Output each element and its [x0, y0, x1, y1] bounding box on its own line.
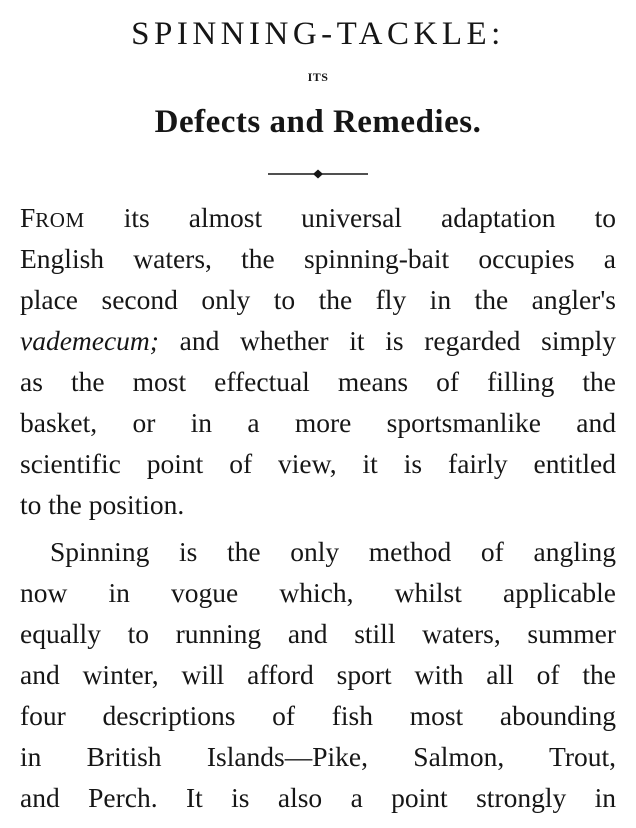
chapter-connector: ITS [307, 70, 329, 84]
line-text: and whether it is regarded simply [158, 325, 616, 356]
paragraph1-line1 [20, 197, 616, 238]
paragraph2-line5: four descriptions of fish most abounding [20, 700, 616, 731]
paragraph2-line1: Spinning is the only method of angling [50, 536, 616, 567]
paragraph1-line7: scientific point of view, it is fairly entitled [20, 448, 616, 479]
chapter-title: SPINNING-TACKLE: [131, 16, 505, 52]
small-caps-first-letter: F [20, 202, 36, 233]
paragraph2-line2: now in vogue which, whilst applicable [20, 577, 616, 608]
paragraph2-line6: in British Islands—Pike, Salmon, Trout, [20, 741, 616, 772]
paragraph2-line4: and winter, will afford sport with all of the [20, 659, 616, 690]
paragraph1-line8: to the position. [20, 489, 185, 520]
ornament-divider [268, 168, 368, 180]
italic-term: vademecum; [20, 325, 159, 356]
chapter-subtitle: Defects and Remedies. [154, 104, 482, 140]
paragraph1-line4 [20, 320, 616, 361]
paragraph2-line3: equally to running and still waters, summer [20, 618, 616, 649]
paragraph2-line7: and Perch. It is also a point strongly in [20, 782, 616, 813]
paragraph1-line5: as the most effectual means of filling the [20, 366, 616, 397]
line-text: its almost universal adaptation to [84, 202, 616, 233]
paragraph1-line3: place second only to the fly in the angler's [20, 284, 616, 315]
paragraph1-line6: basket, or in a more sportsmanlike and [20, 407, 616, 438]
small-caps-rest: ROM [35, 208, 85, 232]
paragraph1-line2: English waters, the spinning-bait occupies a [20, 243, 616, 274]
